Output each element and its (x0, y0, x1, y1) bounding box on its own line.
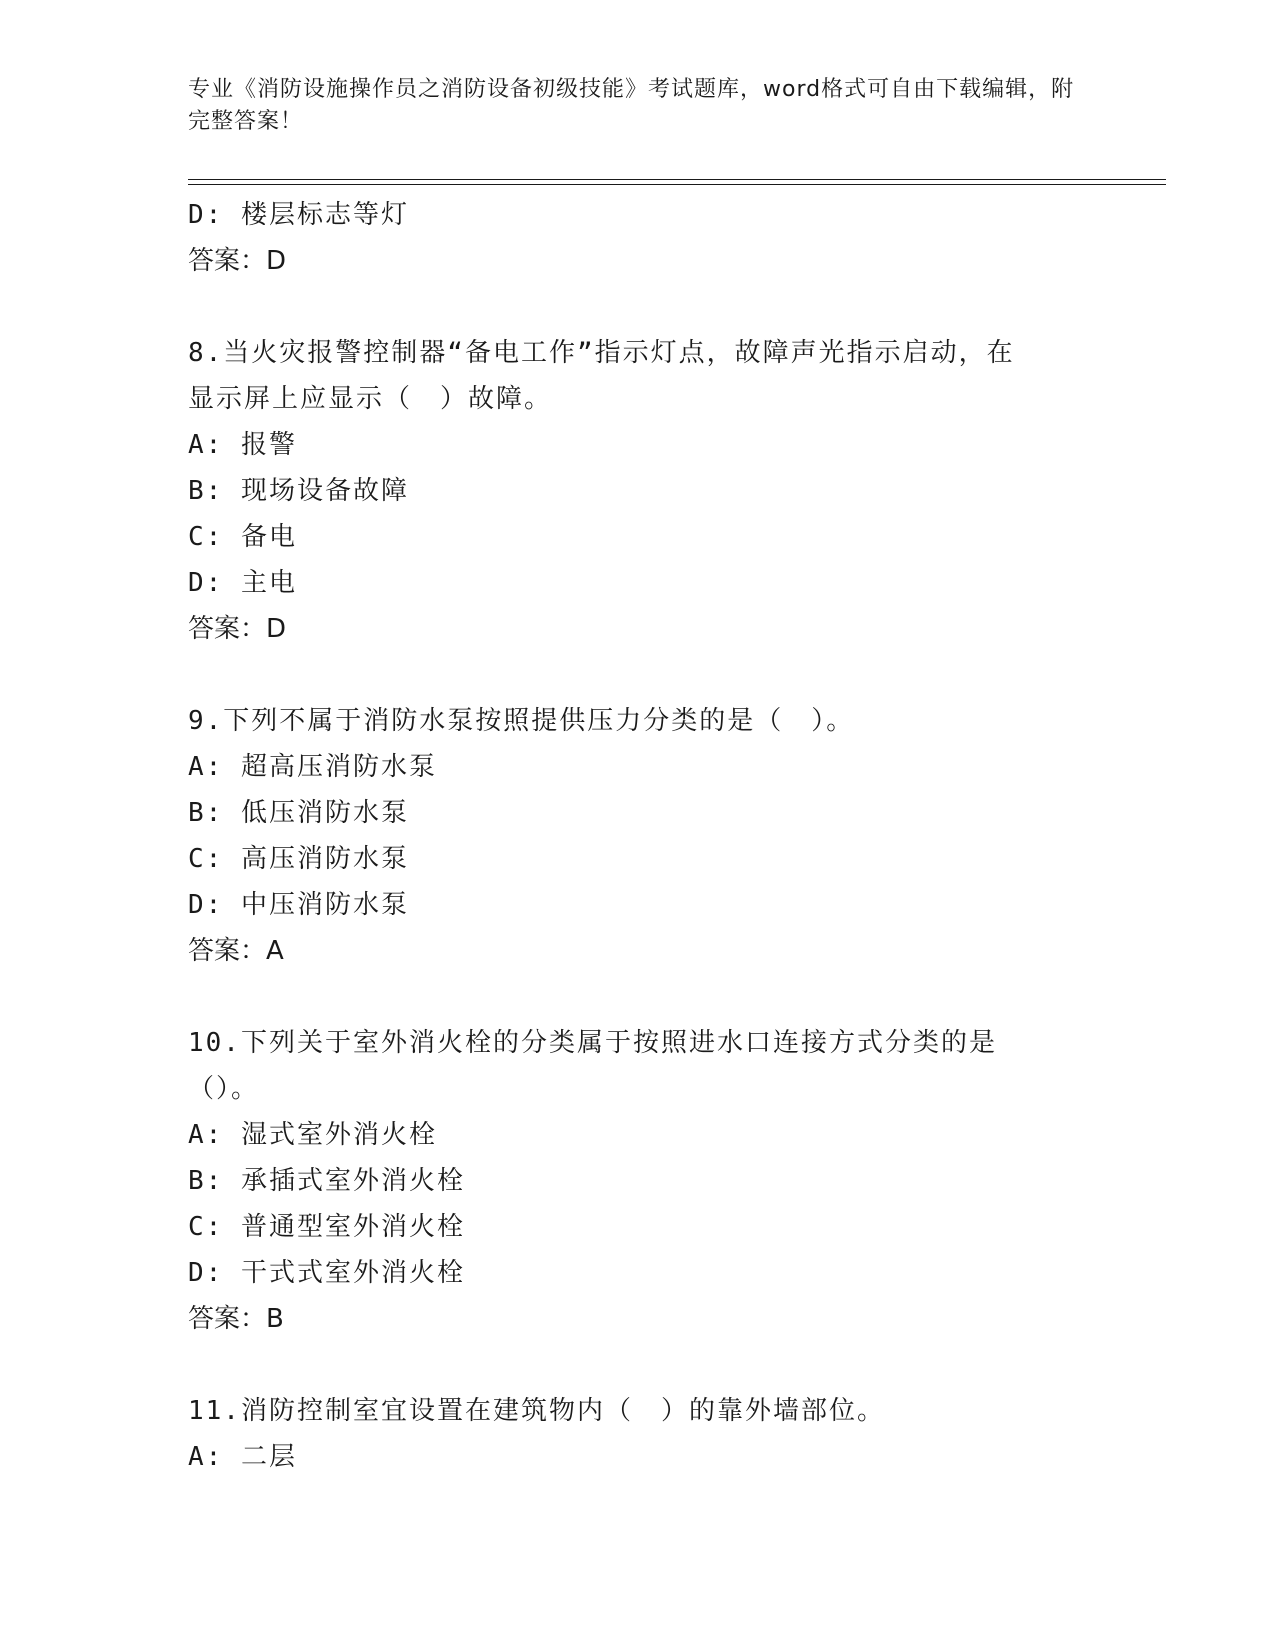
question-10-option-b: B: 承插式室外消火栓 (188, 1166, 465, 1196)
question-8-option-c: C: 备电 (188, 522, 297, 552)
question-11-option-a: A: 二层 (188, 1442, 297, 1472)
carryover-answer: 答案：D (188, 246, 287, 276)
carryover-option-d: D: 楼层标志等灯 (188, 200, 409, 230)
question-9-option-b: B: 低压消防水泵 (188, 798, 409, 828)
question-8-option-d: D: 主电 (188, 568, 297, 598)
header-divider-bottom (188, 184, 1166, 185)
question-11-stem: 11.消防控制室宜设置在建筑物内（ ）的靠外墙部位。 (188, 1396, 885, 1426)
question-8-option-b: B: 现场设备故障 (188, 476, 409, 506)
question-10-option-c: C: 普通型室外消火栓 (188, 1212, 465, 1242)
question-8-stem: 8.当火灾报警控制器“备电工作”指示灯点，故障声光指示启动，在显示屏上应显示（ ）故障。 (188, 338, 1015, 414)
spacer (188, 284, 1088, 330)
question-8-answer: 答案：D (188, 614, 287, 644)
spacer (188, 1342, 1088, 1388)
header-divider-top (188, 179, 1166, 180)
spacer (188, 974, 1088, 1020)
question-10-option-a: A: 湿式室外消火栓 (188, 1120, 437, 1150)
question-9-answer: 答案：A (188, 936, 284, 966)
question-10-option-d: D: 干式式室外消火栓 (188, 1258, 465, 1288)
question-10-stem: 10.下列关于室外消火栓的分类属于按照进水口连接方式分类的是（）。 (188, 1028, 997, 1104)
question-9-option-a: A: 超高压消防水泵 (188, 752, 437, 782)
document-header: 专业《消防设施操作员之消防设备初级技能》考试题库，word格式可自由下载编辑，附完整答案！ (188, 77, 1075, 134)
question-8-option-a: A: 报警 (188, 430, 297, 460)
question-10-answer: 答案：B (188, 1304, 284, 1334)
question-9-stem: 9.下列不属于消防水泵按照提供压力分类的是（ ）。 (188, 706, 855, 736)
question-9-option-d: D: 中压消防水泵 (188, 890, 409, 920)
spacer (188, 652, 1088, 698)
question-list (188, 192, 1088, 1480)
question-9-option-c: C: 高压消防水泵 (188, 844, 409, 874)
